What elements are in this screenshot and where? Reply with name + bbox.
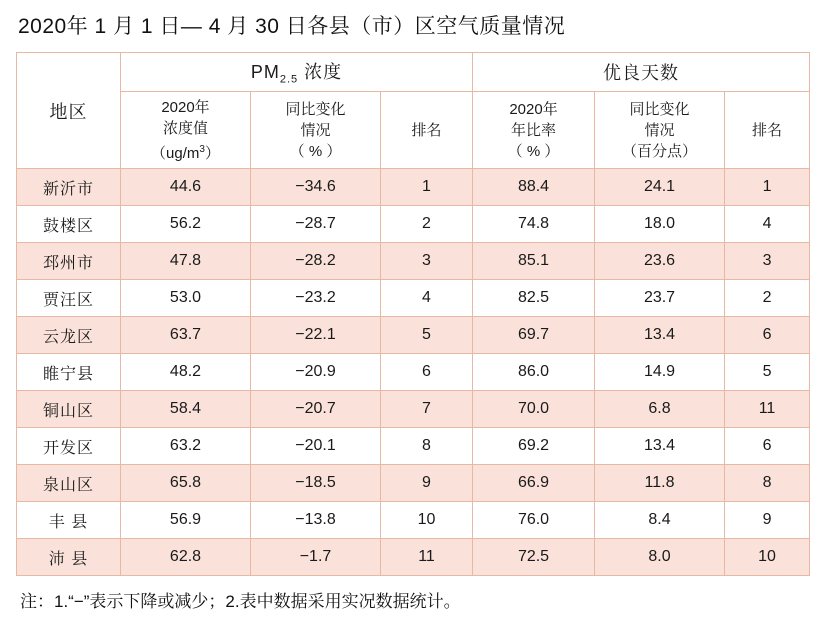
change-pm25-line-2: 情况 — [300, 121, 331, 139]
cell-region: 丰 县 — [17, 502, 121, 539]
change-good-days-line-3: （百分点） — [622, 142, 698, 160]
cell-concentration: 63.7 — [121, 317, 251, 354]
cell-concentration: 65.8 — [121, 465, 251, 502]
change-good-days-line-2: 情况 — [644, 121, 675, 139]
concentration-unit-superscript: 3 — [199, 143, 205, 155]
table-row — [17, 539, 810, 576]
pm25-label-subscript: 2.5 — [279, 73, 299, 86]
cell-concentration: 62.8 — [121, 539, 251, 576]
cell-concentration: 44.6 — [121, 169, 251, 206]
cell-change-pm25: −13.8 — [251, 502, 381, 539]
cell-rank-good-days: 2 — [725, 280, 810, 317]
cell-rank-pm25: 10 — [381, 502, 473, 539]
cell-concentration: 47.8 — [121, 243, 251, 280]
concentration-unit-close: ） — [204, 144, 220, 162]
column-header-rank-pm25: 排名 — [381, 92, 473, 169]
cell-change-good-days: 14.9 — [595, 354, 725, 391]
concentration-line-2: 浓度值 — [162, 119, 208, 137]
cell-region: 泉山区 — [17, 465, 121, 502]
cell-rank-pm25: 11 — [381, 539, 473, 576]
cell-concentration: 63.2 — [121, 428, 251, 465]
cell-concentration: 56.9 — [121, 502, 251, 539]
pm25-label-prefix: PM — [250, 62, 280, 83]
cell-rate: 69.2 — [473, 428, 595, 465]
cell-rank-pm25: 6 — [381, 354, 473, 391]
cell-region: 开发区 — [17, 428, 121, 465]
column-header-pm25-group — [121, 53, 473, 92]
pm25-label-suffix: 浓度 — [298, 62, 343, 83]
table-row — [17, 502, 810, 539]
cell-change-good-days: 18.0 — [595, 206, 725, 243]
table-row — [17, 465, 810, 502]
cell-change-good-days: 13.4 — [595, 317, 725, 354]
cell-region: 新沂市 — [17, 169, 121, 206]
cell-rate: 88.4 — [473, 169, 595, 206]
cell-rank-good-days: 6 — [725, 428, 810, 465]
cell-region: 铜山区 — [17, 391, 121, 428]
table-row — [17, 317, 810, 354]
table-note: 注：1.“−”表示下降或减少；2.表中数据采用实况数据统计。 — [20, 592, 461, 611]
cell-rate: 85.1 — [473, 243, 595, 280]
cell-rank-pm25: 2 — [381, 206, 473, 243]
cell-change-good-days: 8.0 — [595, 539, 725, 576]
cell-change-pm25: −20.9 — [251, 354, 381, 391]
cell-change-good-days: 24.1 — [595, 169, 725, 206]
cell-rank-good-days: 8 — [725, 465, 810, 502]
cell-change-pm25: −20.1 — [251, 428, 381, 465]
cell-concentration: 58.4 — [121, 391, 251, 428]
cell-concentration: 53.0 — [121, 280, 251, 317]
concentration-line-1: 2020年 — [161, 98, 210, 116]
column-header-region: 地区 — [17, 53, 121, 169]
table-header-group-row — [17, 53, 810, 92]
cell-change-pm25: −28.7 — [251, 206, 381, 243]
column-header-change-good-days — [595, 92, 725, 169]
rate-line-1: 2020年 — [509, 100, 558, 118]
cell-rank-good-days: 3 — [725, 243, 810, 280]
cell-region: 沛 县 — [17, 539, 121, 576]
column-header-rate — [473, 92, 595, 169]
cell-rank-good-days: 9 — [725, 502, 810, 539]
cell-change-pm25: −28.2 — [251, 243, 381, 280]
cell-concentration: 48.2 — [121, 354, 251, 391]
cell-rate: 66.9 — [473, 465, 595, 502]
cell-change-pm25: −18.5 — [251, 465, 381, 502]
cell-rate: 74.8 — [473, 206, 595, 243]
cell-rank-good-days: 4 — [725, 206, 810, 243]
cell-change-pm25: −20.7 — [251, 391, 381, 428]
cell-rank-good-days: 11 — [725, 391, 810, 428]
cell-change-good-days: 6.8 — [595, 391, 725, 428]
cell-region: 鼓楼区 — [17, 206, 121, 243]
concentration-unit-text: （ug/m — [151, 144, 200, 162]
table-row — [17, 428, 810, 465]
cell-rank-pm25: 3 — [381, 243, 473, 280]
cell-rank-good-days: 5 — [725, 354, 810, 391]
rate-line-2: 年比率 — [511, 121, 557, 139]
cell-change-pm25: −23.2 — [251, 280, 381, 317]
cell-region: 睢宁县 — [17, 354, 121, 391]
cell-concentration: 56.2 — [121, 206, 251, 243]
change-good-days-line-1: 同比变化 — [629, 100, 690, 118]
cell-change-good-days: 11.8 — [595, 465, 725, 502]
air-quality-table — [16, 52, 810, 576]
cell-rate: 82.5 — [473, 280, 595, 317]
column-header-concentration — [121, 92, 251, 169]
cell-rate: 69.7 — [473, 317, 595, 354]
cell-region: 邳州市 — [17, 243, 121, 280]
cell-rank-pm25: 4 — [381, 280, 473, 317]
table-row — [17, 280, 810, 317]
cell-region: 云龙区 — [17, 317, 121, 354]
cell-change-good-days: 13.4 — [595, 428, 725, 465]
change-pm25-line-3: （ % ） — [289, 142, 342, 160]
table-row — [17, 354, 810, 391]
cell-change-good-days: 23.7 — [595, 280, 725, 317]
cell-rank-good-days: 1 — [725, 169, 810, 206]
table-header-sub-row — [17, 92, 810, 169]
column-header-rank-good-days: 排名 — [725, 92, 810, 169]
cell-rank-pm25: 7 — [381, 391, 473, 428]
rate-line-3: （ % ） — [507, 142, 560, 160]
cell-rank-good-days: 6 — [725, 317, 810, 354]
change-pm25-line-1: 同比变化 — [285, 100, 346, 118]
table-row — [17, 243, 810, 280]
cell-rank-pm25: 1 — [381, 169, 473, 206]
column-header-good-days-group: 优良天数 — [473, 53, 810, 92]
table-row — [17, 391, 810, 428]
cell-change-pm25: −1.7 — [251, 539, 381, 576]
concentration-unit — [121, 139, 250, 164]
column-header-change-pm25 — [251, 92, 381, 169]
table-body — [17, 169, 810, 576]
cell-rank-good-days: 10 — [725, 539, 810, 576]
cell-change-good-days: 8.4 — [595, 502, 725, 539]
table-row — [17, 169, 810, 206]
cell-rate: 70.0 — [473, 391, 595, 428]
cell-rate: 72.5 — [473, 539, 595, 576]
cell-rank-pm25: 8 — [381, 428, 473, 465]
cell-rank-pm25: 9 — [381, 465, 473, 502]
cell-rate: 76.0 — [473, 502, 595, 539]
cell-region: 贾汪区 — [17, 280, 121, 317]
page-title: 2020年 1 月 1 日— 4 月 30 日各县（市）区空气质量情况 — [18, 15, 566, 38]
cell-rank-pm25: 5 — [381, 317, 473, 354]
table-row — [17, 206, 810, 243]
cell-change-good-days: 23.6 — [595, 243, 725, 280]
cell-rate: 86.0 — [473, 354, 595, 391]
cell-change-pm25: −34.6 — [251, 169, 381, 206]
table-header — [17, 53, 810, 169]
cell-change-pm25: −22.1 — [251, 317, 381, 354]
